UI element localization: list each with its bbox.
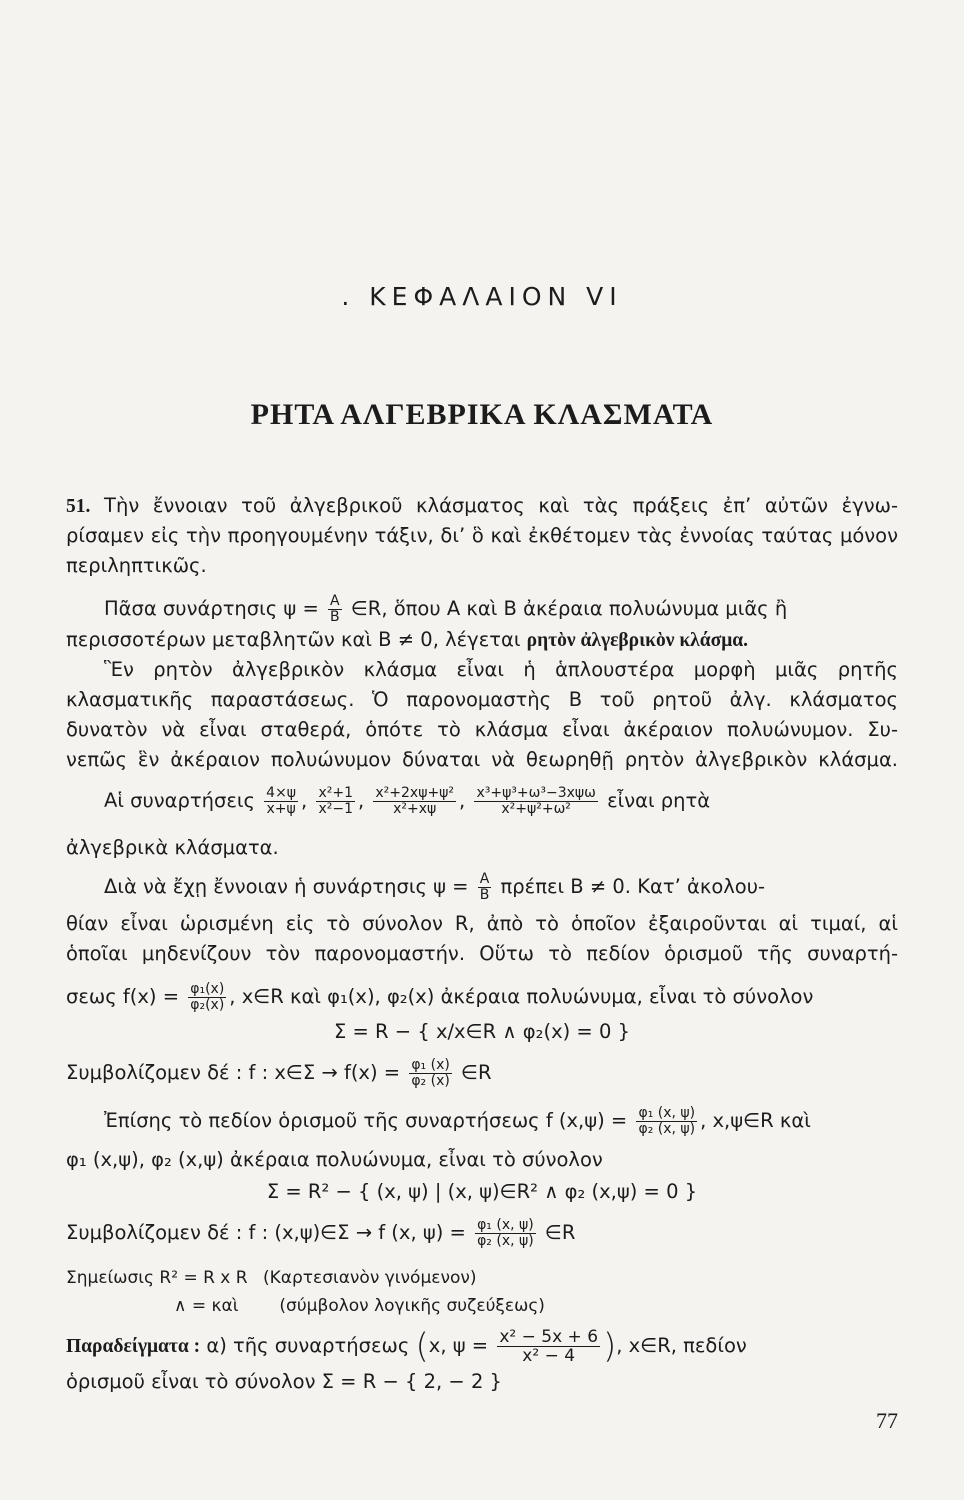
text: εἶναι ρητὰ <box>607 789 711 812</box>
note-line-2 <box>66 1292 898 1320</box>
text: Διὰ νὰ ἔχῃ ἔννοιαν ἡ συνάρτησις ψ = <box>104 875 469 898</box>
numerator: A <box>478 872 492 888</box>
text: ∧ = καὶ <box>174 1296 239 1316</box>
set-sigma-1: Σ = R − { x/x∈R ∧ φ₂(x) = 0 } <box>334 1020 630 1043</box>
fraction-3 <box>373 786 456 817</box>
denominator: φ₂ (x, ψ) <box>477 1233 534 1249</box>
denominator: x²+ψ²+ω² <box>501 801 571 817</box>
text: σεως f(x) = <box>66 985 180 1008</box>
text: (Καρτεσιανὸν γινόμενον) <box>263 1268 477 1288</box>
paragraph-2-line-1: Ἓν ρητὸν ἀλγεβρικὸν κλάσμα εἶναι ἡ ἁπλουστέρα μορφὴ μιᾶς ρητῆς <box>104 658 898 681</box>
fraction-4 <box>474 786 597 817</box>
paragraph-51-line-1 <box>66 492 898 521</box>
fraction-phi <box>188 982 226 1013</box>
text: περισσοτέρων μεταβλητῶν καὶ B ≠ 0, λέγεται <box>66 628 521 651</box>
text: , x∈R καὶ φ₁(x), φ₂(x) ἀκέραια πολυώνυμα, εἶναι τὸ σύνολον <box>229 985 814 1008</box>
text: , x,ψ∈R καὶ <box>700 1109 811 1132</box>
paragraph-4-line-2: φ₁ (x,ψ), φ₂ (x,ψ) ἀκέραια πολυώνυμα, εἶναι τὸ σύνολον <box>66 1148 603 1171</box>
text: Τὴν ἔννοιαν τοῦ ἀλγεβρικοῦ κλάσματος καὶ τὰς πράξεις ἐπ’ αὐτῶν ἐγνω- <box>104 494 898 517</box>
fraction-phi <box>475 1218 536 1249</box>
text: , x∈R, πεδίον <box>616 1334 747 1357</box>
numerator: x²+1 <box>318 785 353 801</box>
examples-line-2: ὁρισμοῦ εἶναι τὸ σύνολον Σ = R − { 2, − 2 } <box>66 1370 502 1393</box>
fraction-1 <box>264 786 298 817</box>
paragraph-3-line-1 <box>104 872 898 903</box>
definition-line-2 <box>66 626 898 655</box>
section-number: 51. <box>66 496 91 517</box>
text: ∈R <box>544 1221 576 1244</box>
numerator: φ₁ (x) <box>411 1057 450 1073</box>
paragraph-2-line-2: κλασματικῆς παραστάσεως. Ὁ παρονομαστὴς B τοῦ ρητοῦ ἀλγ. κλάσματος <box>66 688 898 711</box>
numerator: φ₁ (x, ψ) <box>477 1217 534 1233</box>
fraction-example <box>497 1328 600 1365</box>
numerator: 4×ψ <box>266 785 297 801</box>
chapter-heading: . ΚΕΦΑΛΑΙΟΝ VI <box>341 282 623 311</box>
examples-line-2: ἀλγεβρικὰ κλάσματα. <box>66 836 279 859</box>
denominator: x²−1 <box>318 801 353 817</box>
denominator: φ₂ (x, ψ) <box>638 1121 696 1137</box>
text: ∈R <box>461 1061 492 1084</box>
numerator: x² − 5x + 6 <box>499 1327 599 1347</box>
text: Σημείωσις R² = R x R <box>66 1268 248 1288</box>
text: ∈R, ὅπου A καὶ B ἀκέραια πολυώνυμα μιᾶς ἢ <box>350 597 788 620</box>
paragraph-51-line-2: ρίσαμεν εἰς τὴν προηγουμένην τάξιν, δι’ ὃ καὶ ἐκθέτομεν τὰς ἐννοίας ταύτας μόνον <box>66 524 898 547</box>
paragraph-3-line-3: ὁποῖαι μηδενίζουν τὸν παρονομαστήν. Οὕτω τὸ πεδίον ὁρισμοῦ τῆς συναρτή- <box>66 942 898 965</box>
text: Αἱ συναρτήσεις <box>104 789 255 812</box>
fraction-a-over-b <box>478 872 492 903</box>
chapter-title: ΡΗΤΑ ΑΛΓΕΒΡΙΚΑ ΚΛΑΣΜΑΤΑ <box>250 398 714 431</box>
numerator: x²+2xψ+ψ² <box>375 785 455 801</box>
symbolize-line-1 <box>66 1058 898 1089</box>
fraction-a-over-b <box>328 594 342 625</box>
denominator: x²+xψ <box>393 801 437 817</box>
numerator: φ₁(x) <box>190 981 225 997</box>
text: α) τῆς συναρτήσεως <box>206 1334 410 1357</box>
denominator: x+ψ <box>266 801 296 817</box>
close-paren: ) <box>603 1326 617 1367</box>
text: Ἐπίσης τὸ πεδίον ὁρισμοῦ τῆς συναρτήσεως f (x,ψ) = <box>104 1109 628 1132</box>
denominator: B <box>330 609 340 625</box>
text: x, ψ = <box>428 1334 489 1357</box>
examples-label: Παραδείγματα : <box>66 1336 201 1357</box>
numerator: φ₁ (x, ψ) <box>638 1105 696 1121</box>
text: (σύμβολον λογικῆς συζεύξεως) <box>279 1296 545 1316</box>
denominator: B <box>479 887 490 903</box>
denominator: x² − 4 <box>522 1346 576 1366</box>
definition-line-1 <box>104 594 898 625</box>
paragraph-4-line-1 <box>104 1106 898 1137</box>
defined-term: ρητὸν ἀλγεβρικὸν κλάσμα. <box>526 630 749 651</box>
denominator: φ₂(x) <box>190 997 225 1013</box>
paragraph-2-line-4: νεπῶς ἓν ἀκέραιον πολυώνυμον δύναται νὰ θεωρηθῇ ρητὸν ἀλγεβρικὸν κλάσμα. <box>66 748 898 771</box>
fraction-phi <box>636 1106 697 1137</box>
symbolize-line-2 <box>66 1218 898 1249</box>
set-sigma-2: Σ = R² − { (x, ψ) | (x, ψ)∈R² ∧ φ₂ (x,ψ) = 0 } <box>266 1180 698 1203</box>
text: Συμβολίζομεν δέ : f : (x,ψ)∈Σ → f (x, ψ) = <box>66 1221 466 1244</box>
numerator: A <box>328 594 342 610</box>
page-number: 77 <box>876 1408 898 1433</box>
fraction-phi <box>409 1058 452 1089</box>
text: πρέπει B ≠ 0. Κατ’ ἀκολου- <box>500 875 766 898</box>
note-line-1 <box>66 1264 898 1292</box>
paragraph-2-line-3: δυνατὸν νὰ εἶναι σταθερά, ὁπότε τὸ κλάσμα εἶναι ἀκέραιον πολυώνυμον. Συ- <box>66 718 898 741</box>
denominator: φ₂ (x) <box>411 1073 450 1089</box>
examples-line-1: Αἱ συναρτήσεις $\frac{4\times\psi}{x+\psi}$ , $\frac{\text{x²+1}}{\text{x²−1}}$ , $\frac{\text{x²+2xψ+ψ²}}{\text{x²+xψ}}$ , $\frac{\text{x³+ψ³+ω³−3xψω}}{\text{x²+ψ²+ω²}}$ εἶναι ρητὰ <box>104 785 711 817</box>
numerator: x³+ψ³+ω³−3xψω <box>476 785 596 801</box>
text: Συμβολίζομεν δέ : f : x∈Σ → f(x) = <box>66 1061 401 1084</box>
examples-heading-line <box>66 1328 898 1365</box>
paragraph-3-line-2: θίαν εἶναι ὡρισμένη εἰς τὸ σύνολον R, ἀπὸ τὸ ὁποῖον ἐξαιροῦνται αἱ τιμαί, αἱ <box>66 912 898 935</box>
fraction-2 <box>316 786 355 817</box>
open-paren: ( <box>415 1326 429 1367</box>
paragraph-51-line-3: περιληπτικῶς. <box>66 554 207 577</box>
paragraph-3-line-4 <box>66 982 898 1013</box>
text: Πᾶσα συνάρτησις ψ = <box>104 597 319 620</box>
